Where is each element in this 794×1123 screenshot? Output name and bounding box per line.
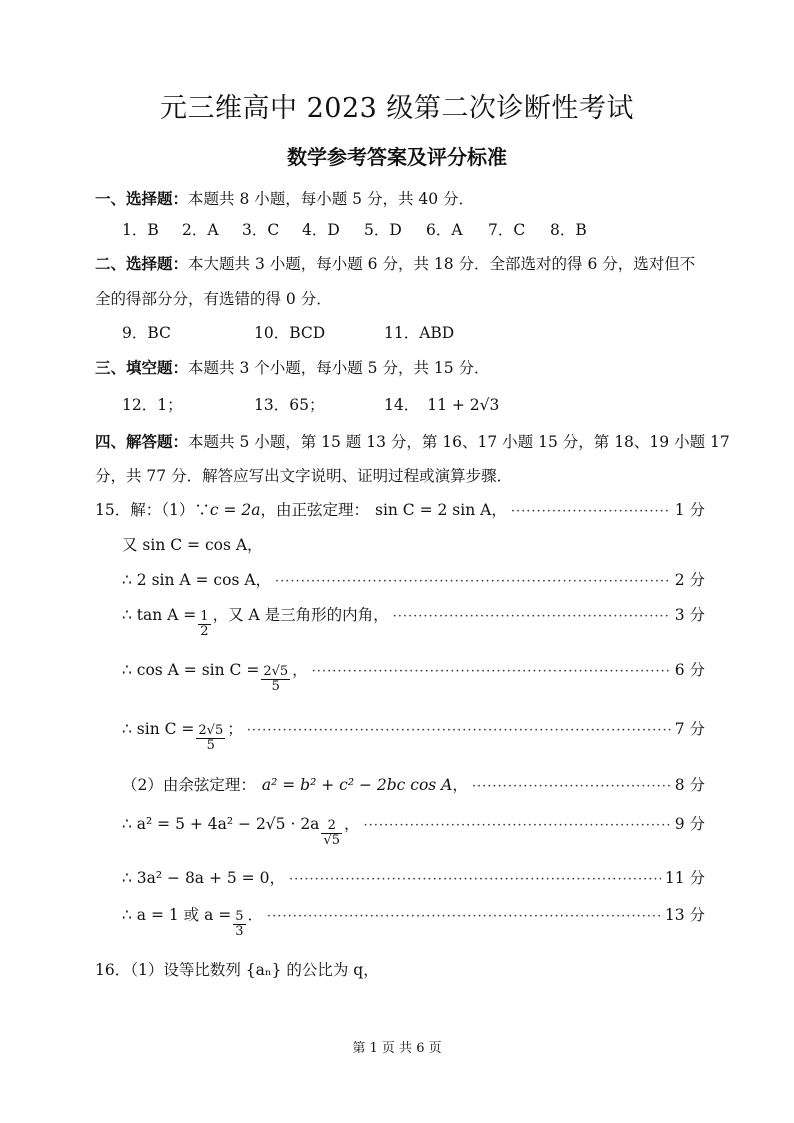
section-3-answers xyxy=(122,393,499,415)
page-title: 元三维高中 2023 级第二次诊断性考试 xyxy=(160,93,634,124)
section-4-text-2: 分，共 77 分．解答应写出文字说明、证明过程或演算步骤． xyxy=(95,467,513,485)
q15-cosine-eq: a² = b² + c² − 2bc cos A xyxy=(261,776,453,794)
leader-dots xyxy=(511,504,671,519)
q15-eq-8-tail: ， xyxy=(344,815,360,833)
q16-line-1: 16．（1）设等比数列 {aₙ} 的公比为 q， xyxy=(95,961,379,979)
q15-line-1 xyxy=(95,498,705,520)
q15-eq-3: ∴ 2 sin A = cos A， xyxy=(122,571,272,589)
leader-dots xyxy=(289,872,661,887)
fraction xyxy=(233,910,245,938)
q15-eq-4: ∴ tan A = xyxy=(122,606,197,624)
q15-sine-eq: sin C = 2 sin A xyxy=(374,501,492,519)
score-3: 3 分 xyxy=(674,606,705,624)
q15-comma: ， xyxy=(491,501,507,519)
q15-eq-5-tail: ， xyxy=(292,661,308,679)
q15-eq-8: ∴ a² = 5 + 4a² − 2√5 · 2a xyxy=(122,815,320,833)
q15-line-6 xyxy=(122,717,705,752)
denominator: 3 xyxy=(235,923,244,939)
q15-eq-10: ∴ a = 1 或 a = xyxy=(122,906,232,924)
score-7: 7 分 xyxy=(674,720,705,738)
answer-2: 2．A xyxy=(182,221,219,239)
answer-5: 5．D xyxy=(364,221,402,239)
score-6: 6 分 xyxy=(674,661,705,679)
fraction xyxy=(321,819,342,847)
section-1-text: 本题共 8 小题，每小题 5 分，共 40 分． xyxy=(188,190,475,208)
section-4 xyxy=(95,430,730,452)
answer-14-value: 11 + 2√3 xyxy=(427,396,500,414)
q15-eq-6: ∴ sin C = xyxy=(122,720,195,738)
leader-dots xyxy=(312,664,671,679)
score-9: 9 分 xyxy=(674,815,705,833)
score-13: 13 分 xyxy=(664,906,705,924)
q15-line-9 xyxy=(122,866,705,888)
section-2 xyxy=(95,252,695,274)
leader-dots xyxy=(393,609,671,624)
score-8: 8 分 xyxy=(674,776,705,794)
answer-7: 7．C xyxy=(488,221,526,239)
section-2-text-1: 本大题共 3 小题，每小题 6 分，共 18 分．全部选对的得 6 分，选对但不 xyxy=(188,255,696,273)
numerator: 1 xyxy=(200,609,209,624)
q15-comma-2: ， xyxy=(452,776,468,794)
section-2-text-2: 全的得部分分，有选错的得 0 分． xyxy=(95,290,332,308)
answer-9: 9．BC xyxy=(122,324,171,342)
q15-given: c = 2a xyxy=(209,501,261,519)
q15-eq-10-tail: ． xyxy=(247,906,264,924)
leader-dots xyxy=(275,574,671,589)
answer-3: 3．C xyxy=(242,221,280,239)
q15-law-of-sines: ，由正弦定理： xyxy=(260,501,369,519)
page-footer: 第 1 页 共 6 页 xyxy=(352,1041,442,1056)
denominator: 2 xyxy=(200,623,209,639)
answer-14-label: 14． xyxy=(384,396,420,414)
q15-line-8 xyxy=(122,812,705,847)
fraction xyxy=(198,610,210,638)
q15-line-3 xyxy=(122,568,705,590)
q15-line-5 xyxy=(122,658,705,693)
section-3-head: 三、填空题： xyxy=(95,358,189,377)
leader-dots xyxy=(247,723,671,738)
q15-part-2: （2）由余弦定理： xyxy=(122,776,256,794)
numerator: 2√5 xyxy=(198,723,224,738)
answer-4: 4．D xyxy=(302,221,340,239)
answer-11: 11．ABD xyxy=(384,324,455,342)
denominator: 5 xyxy=(271,678,280,694)
fraction xyxy=(261,665,290,693)
page-subtitle: 数学参考答案及评分标准 xyxy=(287,145,507,169)
fraction xyxy=(196,724,225,752)
section-3-text: 本题共 3 个小题，每小题 5 分，共 15 分． xyxy=(188,359,490,377)
denominator: 5 xyxy=(206,737,215,753)
denominator: √5 xyxy=(323,832,340,848)
section-1-head: 一、选择题： xyxy=(95,189,189,208)
q15-line-7 xyxy=(122,773,705,795)
score-2: 2 分 xyxy=(674,571,705,589)
numerator: 2 xyxy=(321,819,342,834)
leader-dots xyxy=(364,818,671,833)
q15-eq-5: ∴ cos A = sin C = xyxy=(122,661,260,679)
q15-eq-4-tail: ，又 A 是三角形的内角， xyxy=(212,606,389,624)
answer-6: 6．A xyxy=(426,221,463,239)
section-1-answers xyxy=(122,218,587,240)
q15-line-2: 又 sin C = cos A， xyxy=(122,536,263,554)
section-1 xyxy=(95,187,474,209)
numerator: 5 xyxy=(235,909,244,924)
q15-line-10 xyxy=(122,903,705,938)
answer-10: 10．BCD xyxy=(254,324,326,342)
section-3 xyxy=(95,356,490,378)
section-2-head: 二、选择题： xyxy=(95,254,189,273)
score-1: 1 分 xyxy=(674,501,705,519)
leader-dots xyxy=(472,779,671,794)
q15-eq-9: ∴ 3a² − 8a + 5 = 0， xyxy=(122,869,285,887)
answer-13: 13．65； xyxy=(254,396,325,414)
section-4-head: 四、解答题： xyxy=(95,432,189,451)
q15-intro: 15．解：（1）∵ xyxy=(95,501,210,519)
q15-eq-6-tail: ； xyxy=(227,720,243,738)
score-11: 11 分 xyxy=(664,869,705,887)
answer-12: 12．1； xyxy=(122,396,183,414)
answer-8: 8．B xyxy=(550,221,587,239)
section-4-text-1: 本题共 5 小题，第 15 题 13 分，第 16、17 小题 15 分，第 18、19 小题 17 xyxy=(188,433,730,451)
q15-line-4 xyxy=(122,603,705,638)
section-2-answers xyxy=(122,321,454,343)
leader-dots xyxy=(267,909,661,924)
numerator: 2√5 xyxy=(263,664,289,679)
answer-1: 1．B xyxy=(122,221,159,239)
